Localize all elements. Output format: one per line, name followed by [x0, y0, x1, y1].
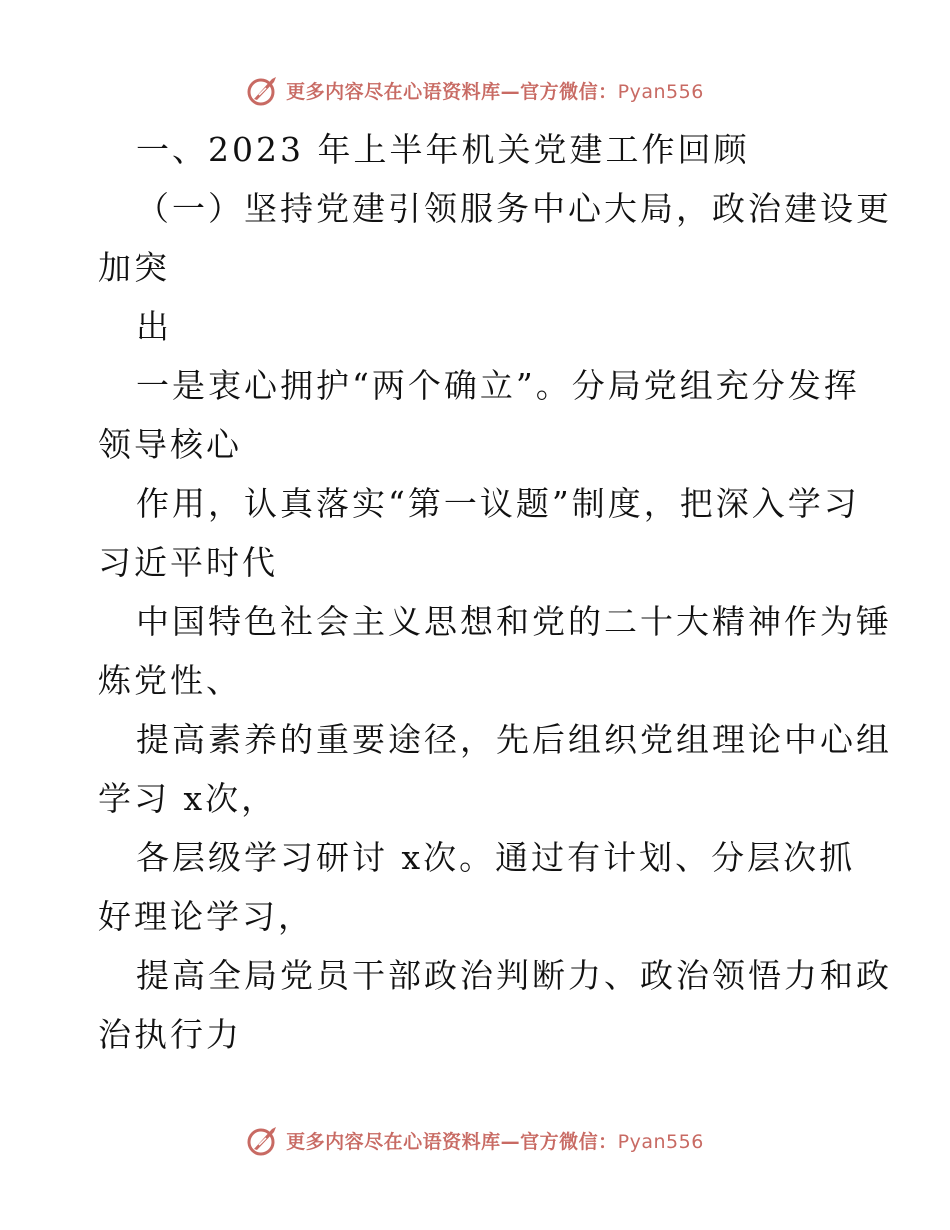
header-watermark [0, 70, 950, 110]
footer-watermark [0, 1120, 950, 1160]
paragraph-line: 出 [136, 307, 172, 346]
paragraph-line: 作用，认真落实“第一议题”制度，把深入学习 [136, 484, 860, 523]
paragraph-line-wrap: 学习 x次， [98, 779, 278, 818]
paragraph-line-wrap: 治执行力 [98, 1015, 242, 1054]
paragraph-line-wrap: 习近平时代 [98, 543, 278, 582]
subsection-heading-wrap: 加突 [98, 248, 170, 287]
paragraph-line: 一是衷心拥护“两个确立”。分局党组充分发挥 [136, 366, 860, 405]
subsection-heading: （一）坚持党建引领服务中心大局，政治建设更 [136, 189, 892, 228]
paragraph-line-wrap: 好理论学习， [98, 897, 314, 936]
paragraph-line: 中国特色社会主义思想和党的二十大精神作为锤 [136, 602, 892, 641]
document-body [98, 120, 892, 1064]
paragraph-line: 提高全局党员干部政治判断力、政治领悟力和政 [136, 956, 892, 995]
paragraph-line: 各层级学习研讨 x次。通过有计划、分层次抓 [136, 838, 856, 877]
section-heading: 一、2023 年上半年机关党建工作回顾 [136, 130, 750, 169]
paragraph-line: 提高素养的重要途径，先后组织党组理论中心组 [136, 720, 892, 759]
watermark-text: 更多内容尽在心语资料库—官方微信：Pyan556 [286, 80, 704, 103]
watermark-text: 更多内容尽在心语资料库—官方微信：Pyan556 [286, 1130, 704, 1153]
quill-logo-icon [246, 73, 280, 107]
paragraph-line-wrap: 领导核心 [98, 425, 242, 464]
paragraph-line-wrap: 炼党性、 [98, 661, 242, 700]
quill-logo-icon [246, 1123, 280, 1157]
